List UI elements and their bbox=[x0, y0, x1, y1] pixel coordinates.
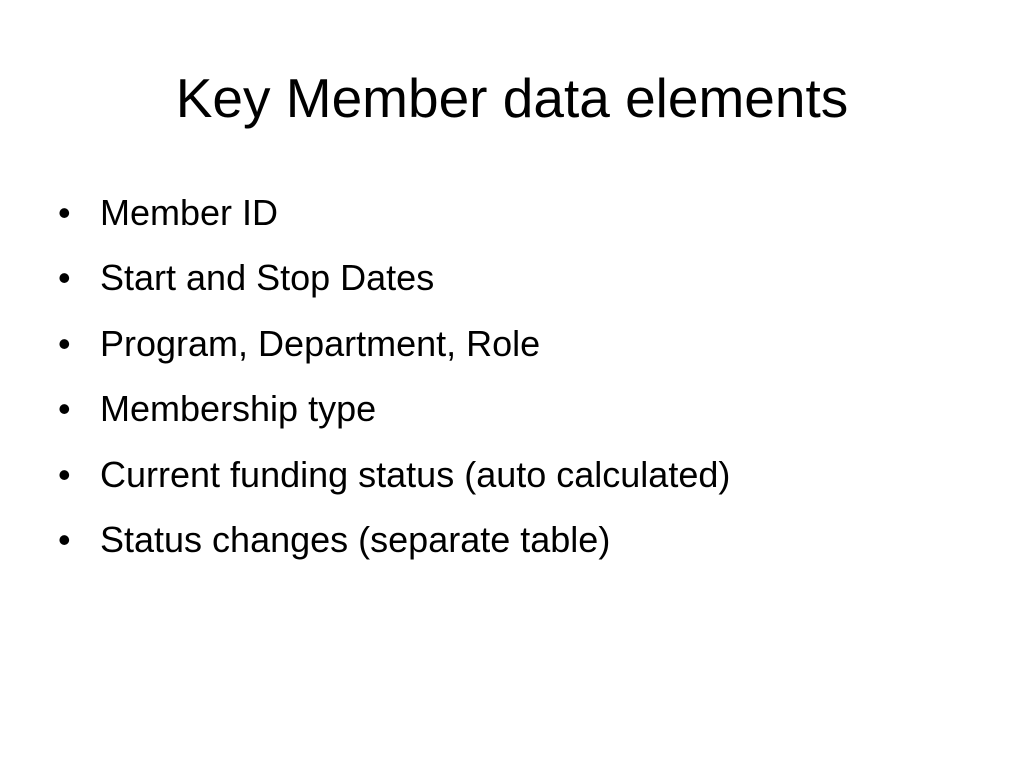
bullet-list bbox=[58, 180, 730, 573]
bullet-text: Start and Stop Dates bbox=[100, 257, 435, 299]
bullet-text: Current funding status (auto calculated) bbox=[100, 453, 731, 495]
bullet-item bbox=[58, 377, 730, 443]
bullet-dot-icon: • bbox=[58, 191, 71, 233]
bullet-item bbox=[58, 442, 730, 508]
bullet-dot-icon: • bbox=[58, 322, 71, 364]
bullet-dot-icon: • bbox=[58, 388, 71, 430]
bullet-text: Status changes (separate table) bbox=[100, 519, 611, 561]
bullet-item bbox=[58, 180, 730, 246]
bullet-text: Membership type bbox=[100, 388, 377, 430]
bullet-dot-icon: • bbox=[58, 519, 71, 561]
bullet-dot-icon: • bbox=[58, 453, 71, 495]
bullet-text: Program, Department, Role bbox=[100, 322, 541, 364]
slide-title: Key Member data elements bbox=[175, 67, 849, 129]
bullet-item bbox=[58, 246, 730, 312]
bullet-text: Member ID bbox=[100, 191, 279, 233]
bullet-item bbox=[58, 311, 730, 377]
bullet-dot-icon: • bbox=[58, 257, 71, 299]
bullet-item bbox=[58, 508, 730, 574]
